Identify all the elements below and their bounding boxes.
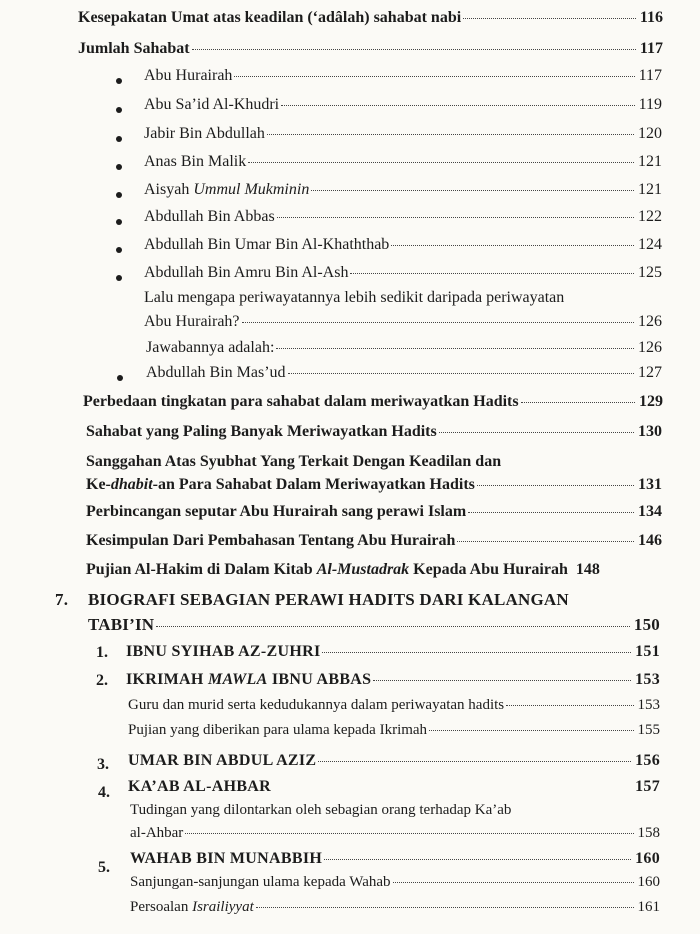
dot-leader: [463, 18, 636, 19]
entry-title-line2: Abu Hurairah?: [144, 313, 240, 330]
dot-leader: [373, 680, 631, 681]
page-number: 122: [638, 208, 662, 225]
dot-leader: [281, 105, 634, 106]
subsection-number: 5.: [98, 859, 110, 876]
page-number: 130: [638, 423, 662, 440]
entry-title: Abdullah Bin Abbas: [144, 208, 275, 225]
page-number: 131: [638, 476, 662, 493]
dot-leader: [256, 907, 634, 908]
page-number: 158: [637, 825, 660, 841]
page-number: 153: [637, 697, 660, 713]
dot-leader: [318, 761, 631, 762]
entry-title: Abdullah Bin Amru Bin Al-Ash: [144, 264, 349, 281]
toc-entry[interactable]: [144, 208, 662, 226]
dot-leader: [457, 541, 634, 542]
page-number: 146: [638, 532, 662, 549]
toc-entry[interactable]: [86, 423, 662, 441]
page-number: 148: [575, 561, 600, 578]
bullet-icon: [116, 247, 122, 253]
page-number: 156: [635, 752, 660, 769]
entry-title: Sahabat yang Paling Banyak Meriwayatkan Hadits: [86, 423, 437, 440]
bullet-icon: [116, 275, 122, 281]
bullet-icon: [116, 136, 122, 142]
entry-title-line2: al-Ahbar: [130, 825, 184, 841]
page-number: 120: [638, 125, 662, 142]
toc-entry[interactable]: [126, 671, 660, 689]
toc-entry[interactable]: [144, 236, 662, 254]
entry-title: [126, 671, 371, 689]
entry-title-italic: MAWLA: [207, 671, 268, 688]
entry-title: Abu Hurairah: [144, 67, 233, 84]
page-number: 160: [635, 850, 660, 867]
toc-entry[interactable]: [128, 697, 660, 714]
entry-title-part: IKRIMAH: [126, 671, 208, 688]
toc-entry[interactable]: [144, 67, 662, 85]
entry-title-part: Kepada Abu Hurairah: [409, 561, 568, 578]
entry-title: UMAR BIN ABDUL AZIZ: [128, 752, 317, 769]
toc-entry[interactable]: [144, 264, 662, 282]
entry-title-part: Aisyah: [144, 181, 194, 198]
dot-leader: [156, 626, 630, 627]
entry-title: Jumlah Sahabat: [78, 40, 190, 57]
dot-leader: [267, 134, 634, 135]
subsection-number: 3.: [97, 756, 109, 773]
page-number: 157: [635, 778, 660, 795]
subsection-number: 4.: [98, 784, 110, 801]
bullet-icon: [116, 219, 122, 225]
entry-title: [130, 899, 254, 916]
entry-title: [144, 181, 309, 199]
dot-leader: [439, 432, 634, 433]
toc-entry[interactable]: [88, 615, 660, 635]
page-number: 121: [638, 181, 662, 198]
entry-title: Perbedaan tingkatan para sahabat dalam meriwayatkan Hadits: [83, 393, 519, 410]
dot-leader: [391, 245, 634, 246]
toc-entry[interactable]: [130, 899, 660, 916]
toc-entry[interactable]: [144, 181, 662, 199]
toc-entry[interactable]: [146, 364, 662, 382]
dot-leader: [350, 273, 634, 274]
toc-entry[interactable]: [78, 40, 663, 58]
page-number: 134: [638, 503, 662, 520]
section-title-line2: TABI’IN: [88, 615, 155, 634]
toc-entry[interactable]: [130, 850, 660, 868]
dot-leader: [311, 190, 634, 191]
entry-title: Anas Bin Malik: [144, 153, 247, 170]
section-number: 7.: [55, 590, 69, 609]
toc-entry[interactable]: [130, 825, 660, 842]
toc-entry[interactable]: [78, 9, 663, 27]
subsection-number: 2.: [96, 672, 108, 689]
toc-entry[interactable]: [144, 153, 662, 171]
page-number: 119: [638, 96, 662, 113]
entry-title: Jawabannya adalah:: [146, 339, 275, 356]
toc-entry[interactable]: [128, 778, 660, 796]
toc-entry[interactable]: [86, 503, 662, 521]
toc-entry[interactable]: [144, 313, 662, 331]
entry-title-italic: Al-Mustadrak: [316, 561, 410, 578]
bullet-icon: [116, 78, 122, 84]
dot-leader: [288, 373, 634, 374]
toc-entry[interactable]: [128, 752, 660, 770]
toc-entry[interactable]: [86, 561, 663, 579]
bullet-icon: [116, 164, 122, 170]
entry-title: Abdullah Bin Umar Bin Al-Khaththab: [144, 236, 390, 253]
entry-title-italic: dhabit: [110, 476, 153, 493]
page-number: 155: [637, 722, 660, 738]
entry-title-part: Persoalan: [130, 899, 193, 915]
page-number: 129: [639, 393, 663, 410]
page-number: 116: [639, 9, 663, 26]
entry-title-part: Pujian Al-Hakim di Dalam Kitab: [86, 561, 317, 578]
entry-title-part: IBNU ABBAS: [267, 671, 372, 688]
dot-leader: [277, 217, 634, 218]
toc-entry[interactable]: [86, 476, 662, 494]
entry-title: Guru dan murid serta kedudukannya dalam periwayatan hadits: [128, 697, 505, 713]
page-number: 127: [638, 364, 662, 381]
page-number: 150: [633, 615, 660, 634]
page-number: 117: [638, 67, 662, 84]
dot-leader: [477, 485, 634, 486]
entry-title-line1: Sanggahan Atas Syubhat Yang Terkait Dengan Keadilan dan: [86, 453, 502, 470]
entry-title-line1: Lalu mengapa periwayatannya lebih sedikit daripada periwayatan: [144, 289, 565, 306]
bullet-icon: [116, 107, 122, 113]
entry-title: Kesimpulan Dari Pembahasan Tentang Abu Hurairah: [86, 532, 456, 549]
dot-leader: [242, 322, 634, 323]
entry-title: Perbincangan seputar Abu Hurairah sang perawi Islam: [86, 503, 467, 520]
entry-title-part: -an Para Sahabat Dalam Meriwayatkan Hadits: [152, 476, 475, 493]
page-number: 153: [635, 671, 660, 688]
entry-title: Jabir Bin Abdullah: [144, 125, 265, 142]
dot-leader: [192, 49, 636, 50]
toc-entry[interactable]: [128, 722, 660, 739]
page-number: 125: [638, 264, 662, 281]
toc-entry[interactable]: [130, 874, 660, 891]
dot-leader: [324, 859, 631, 860]
entry-title-line1: Tudingan yang dilontarkan oleh sebagian orang terhadap Ka’ab: [130, 802, 512, 818]
entry-title-part: Ke-: [86, 476, 111, 493]
entry-title: WAHAB BIN MUNABBIH: [130, 850, 323, 867]
dot-leader: [506, 705, 633, 706]
dot-leader: [521, 402, 635, 403]
entry-title: Abdullah Bin Mas’ud: [146, 364, 286, 381]
entry-title: IBNU SYIHAB AZ-ZUHRI: [126, 643, 321, 660]
page-number: 151: [635, 643, 660, 660]
dot-leader: [248, 162, 634, 163]
toc-entry[interactable]: [126, 643, 660, 661]
toc-entry[interactable]: [144, 125, 662, 143]
entry-title: Abu Sa’id Al-Khudri: [144, 96, 280, 113]
dot-leader: [429, 730, 633, 731]
page-number: 124: [638, 236, 662, 253]
dot-leader: [468, 512, 634, 513]
toc-entry[interactable]: [86, 532, 662, 550]
entry-title-italic: Israiliyyat: [192, 899, 254, 915]
page-number: 121: [638, 153, 662, 170]
entry-title-line2: [86, 476, 475, 494]
entry-title: KA’AB AL-AHBAR: [128, 778, 272, 795]
entry-title: Kesepakatan Umat atas keadilan (‘adâlah) sahabat nabi: [78, 9, 462, 26]
page-number: 160: [637, 874, 660, 890]
page-number: 117: [639, 40, 663, 57]
bullet-icon: [117, 375, 123, 381]
subsection-number: 1.: [96, 644, 108, 661]
dot-leader: [322, 652, 631, 653]
dot-leader: [185, 833, 633, 834]
toc-entry[interactable]: [83, 393, 663, 411]
section-title-line1: BIOGRAFI SEBAGIAN PERAWI HADITS DARI KALANGAN: [88, 590, 569, 609]
page-number: 161: [637, 899, 660, 915]
dot-leader: [276, 348, 634, 349]
entry-title-italic: Ummul Mukminin: [193, 181, 310, 198]
dot-leader: [234, 76, 634, 77]
bullet-icon: [116, 192, 122, 198]
entry-title: [86, 561, 568, 579]
dot-leader: [393, 882, 634, 883]
page-number: 126: [638, 339, 662, 356]
toc-entry[interactable]: [144, 96, 662, 114]
toc-entry[interactable]: [146, 339, 662, 357]
page-number: 126: [638, 313, 662, 330]
entry-title: Pujian yang diberikan para ulama kepada Ikrimah: [128, 722, 428, 738]
entry-title: Sanjungan-sanjungan ulama kepada Wahab: [130, 874, 391, 890]
